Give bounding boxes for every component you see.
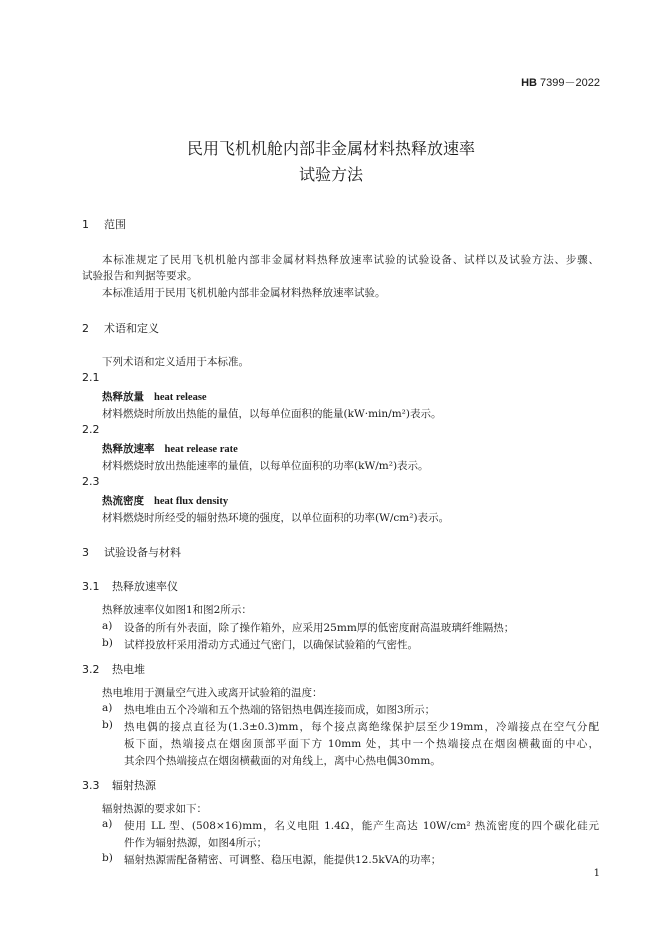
list-item-text: 辐射热源需配备精密、可调整、稳压电源，能提供12.5kVA的功率； xyxy=(124,854,442,866)
list-item-text-line-3: 其余四个热端接点在烟囱横截面的对角线上，离中心热电偶30mm。 xyxy=(124,755,441,767)
section-1-paragraph-1-line-2: 试验报告和判据等要求。 xyxy=(82,270,198,282)
section-2-heading xyxy=(82,320,159,336)
term-2-2-name xyxy=(102,441,238,456)
subsection-3-1-intro: 热释放速率仪如图1和图2所示： xyxy=(102,604,252,616)
term-2-3-definition: 材料燃烧时所经受的辐射热环境的强度，以单位面积的功率(W/cm²)表示。 xyxy=(102,512,450,524)
term-english: heat release rate xyxy=(164,444,238,455)
list-item-mark: b) xyxy=(102,637,113,649)
subsection-3-2-heading xyxy=(82,661,145,677)
subsection-number: 3.2 xyxy=(82,663,100,676)
subsection-3-1-heading xyxy=(82,578,178,594)
term-2-3-number: 2.3 xyxy=(82,475,100,488)
document-subtitle: 试验方法 xyxy=(298,165,363,184)
section-3-heading xyxy=(82,544,181,560)
list-item-text-line-1: 热电偶的接点直径为(1.3±0.3)mm，每个接点离绝缘保护层至少19mm，冷端接点在空气分配 xyxy=(124,721,599,733)
section-number: 1 xyxy=(82,218,89,231)
term-2-1-number: 2.1 xyxy=(82,371,100,384)
list-item-text: 试样投放杆采用滑动方式通过气密门，以确保试验箱的气密性。 xyxy=(124,639,418,651)
list-item-text-line-1: 使用 LL 型、(508×16)mm，名义电阻 1.4Ω，能产生高达 10W/cm² 热流密度的四个碳化硅元 xyxy=(124,820,599,832)
section-1-paragraph-2: 本标准适用于民用飞机机舱内部非金属材料热释放速率试验。 xyxy=(102,287,386,299)
term-2-2-number: 2.2 xyxy=(82,423,100,436)
term-english: heat release xyxy=(154,392,207,403)
document-code xyxy=(521,74,600,90)
list-item-text: 设备的所有外表面，除了操作箱外，应采用25mm厚的低密度耐高温玻璃纤维隔热； xyxy=(124,622,515,634)
subsection-title: 辐射热源 xyxy=(112,779,156,792)
subsection-number: 3.3 xyxy=(82,779,100,792)
section-number: 2 xyxy=(82,322,89,335)
list-item-text-line-2: 板下面，热端接点在烟囱顶部平面下方 10mm 处，其中一个热端接点在烟囱横截面的中心， xyxy=(124,738,599,750)
section-title: 范围 xyxy=(104,218,126,231)
term-2-1-name xyxy=(102,389,207,404)
term-2-2-definition: 材料燃烧时放出热能速率的量值，以每单位面积的功率(kW/m²)表示。 xyxy=(102,460,429,472)
section-1-heading xyxy=(82,216,126,232)
subsection-3-3-intro: 辐射热源的要求如下： xyxy=(102,803,207,815)
term-chinese: 热流密度 xyxy=(102,495,144,507)
document-code-prefix: HB xyxy=(521,77,537,89)
subsection-title: 热释放速率仪 xyxy=(112,580,178,593)
list-item-mark: b) xyxy=(102,719,113,731)
subsection-3-3-heading xyxy=(82,777,156,793)
term-2-1-definition: 材料燃烧时所放出热能的量值，以每单位面积的能量(kW·min/m²)表示。 xyxy=(102,408,442,420)
section-title: 术语和定义 xyxy=(104,322,159,335)
document-title: 民用飞机机舱内部非金属材料热释放速率 xyxy=(186,139,475,158)
subsection-3-2-intro: 热电堆用于测量空气进入或离开试验箱的温度： xyxy=(102,687,323,699)
list-item-mark: a) xyxy=(102,818,113,830)
term-2-3-name xyxy=(102,493,228,508)
list-item-text: 热电堆由五个冷端和五个热端的铬铝热电偶连接而成，如图3所示； xyxy=(124,704,436,716)
list-item-text-line-2: 件作为辐射热源，如图4所示； xyxy=(124,837,268,849)
subsection-number: 3.1 xyxy=(82,580,100,593)
list-item-mark: a) xyxy=(102,620,113,632)
list-item-mark: a) xyxy=(102,702,113,714)
section-1-paragraph-1-line-1: 本标准规定了民用飞机机舱内部非金属材料热释放速率试验的试验设备、试样以及试验方法、步骤、 xyxy=(102,254,599,266)
document-code-number: 7399－2022 xyxy=(540,77,600,89)
page-number: 1 xyxy=(593,868,600,879)
section-2-intro: 下列术语和定义适用于本标准。 xyxy=(102,356,249,368)
list-item-mark: b) xyxy=(102,852,113,864)
section-title: 试验设备与材料 xyxy=(104,546,181,559)
section-number: 3 xyxy=(82,546,89,559)
term-english: heat flux density xyxy=(154,496,229,507)
term-chinese: 热释放速率 xyxy=(102,443,155,455)
term-chinese: 热释放量 xyxy=(102,391,144,403)
subsection-title: 热电堆 xyxy=(112,663,145,676)
